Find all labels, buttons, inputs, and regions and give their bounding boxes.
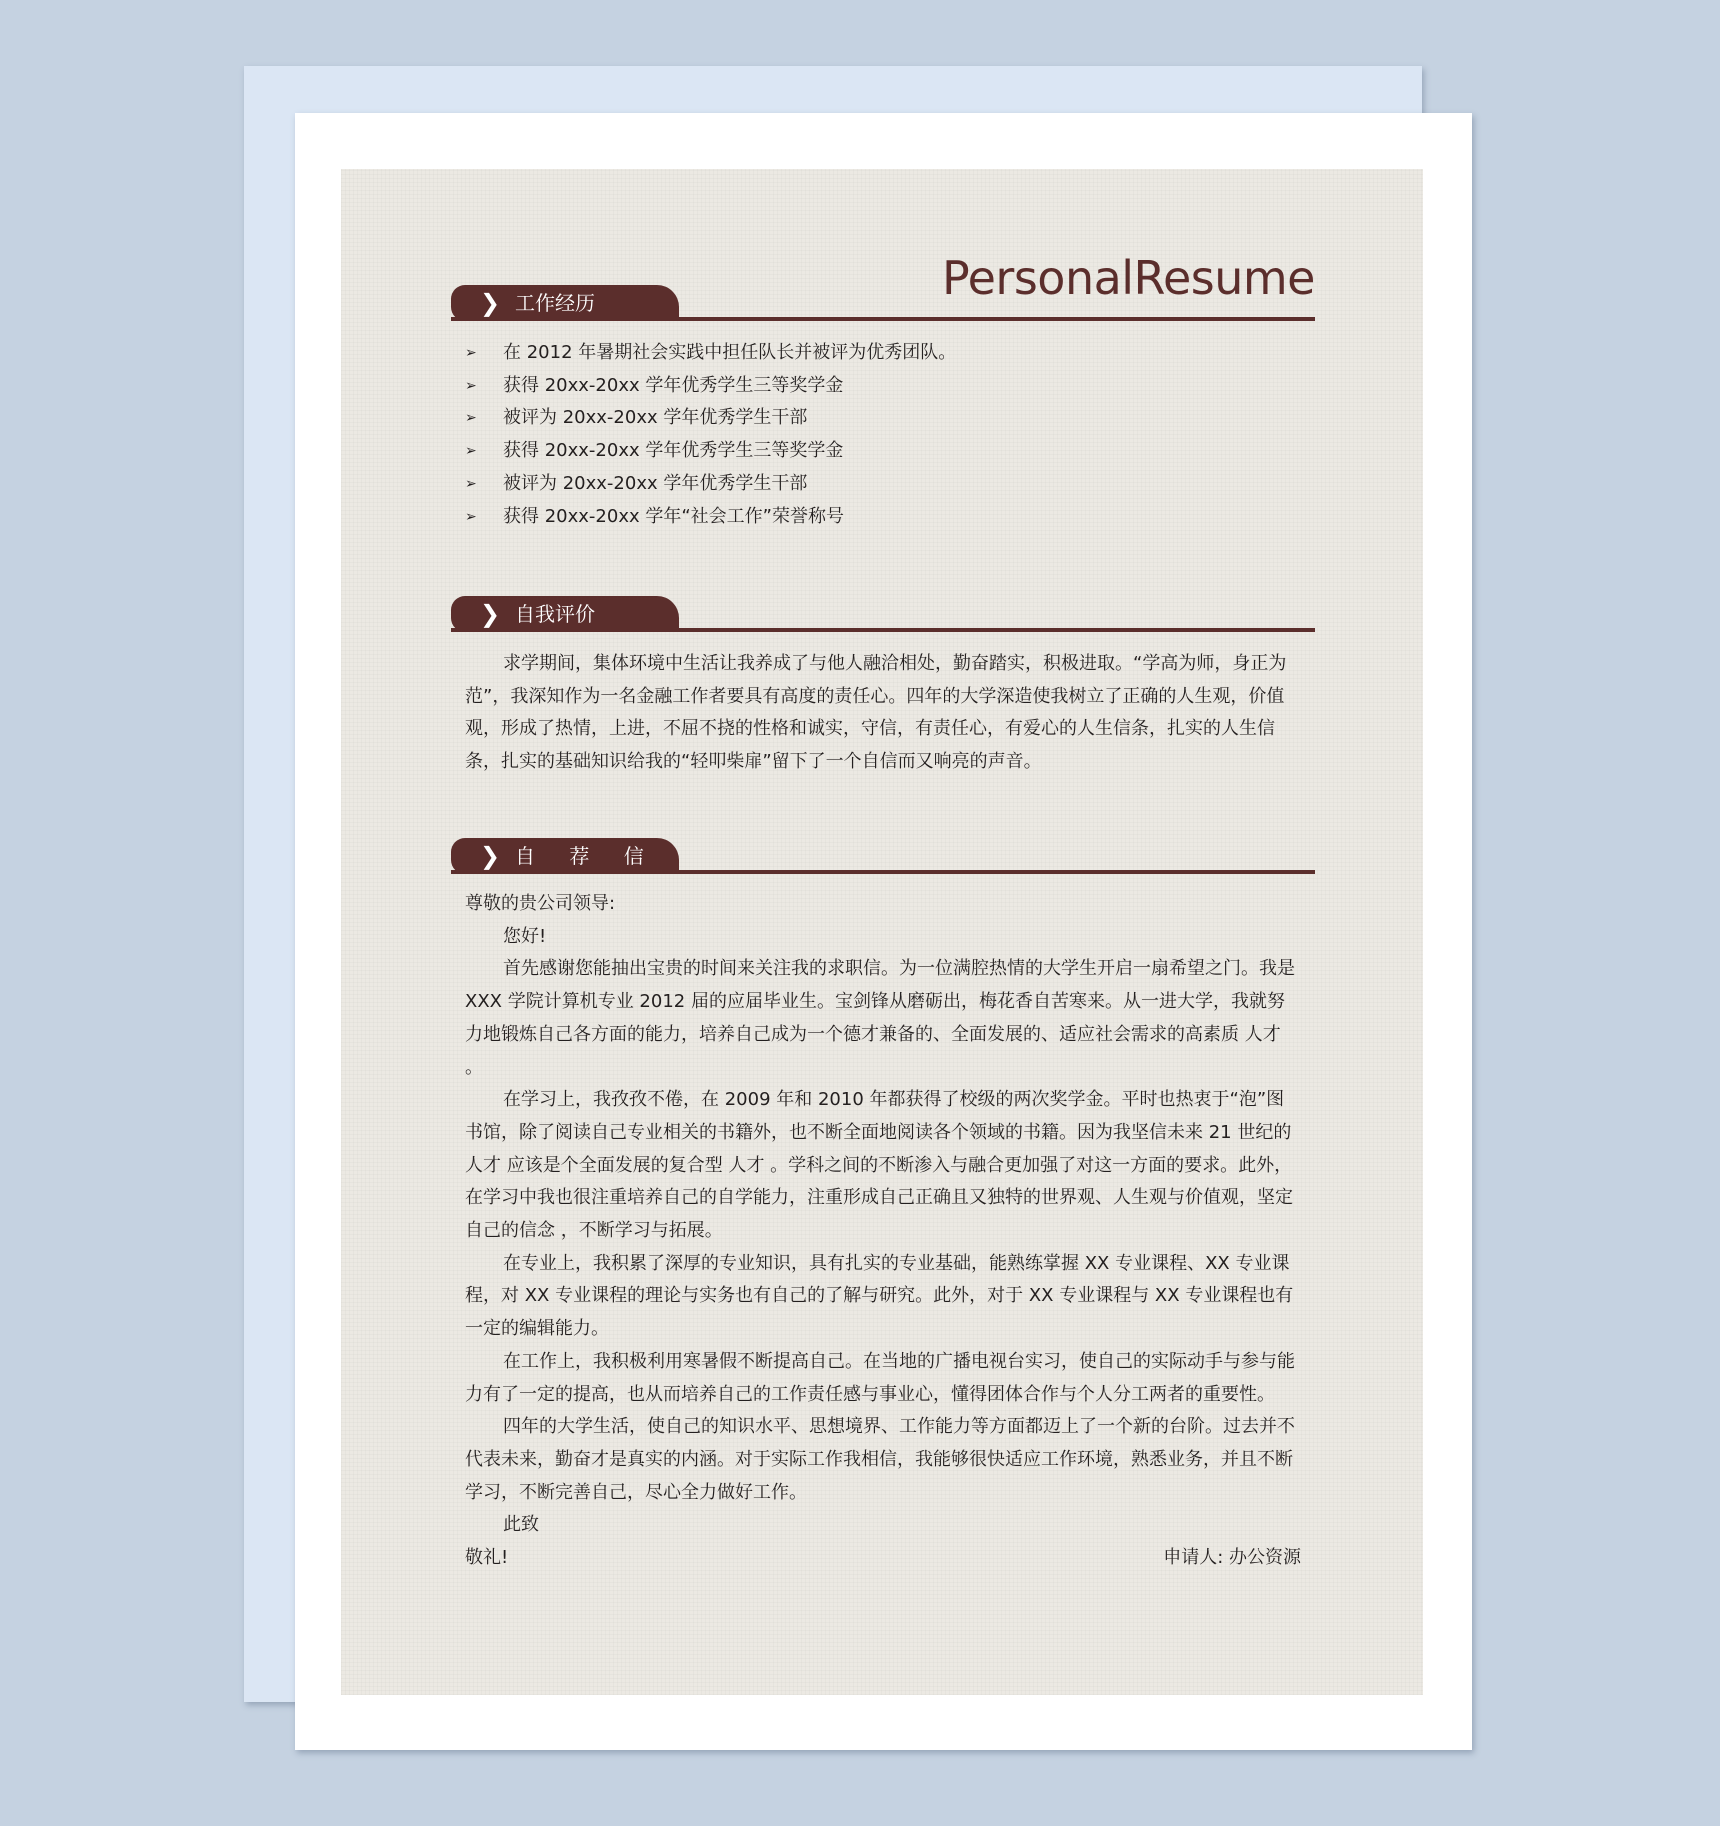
chevron-right-icon: ❯: [480, 842, 501, 870]
list-item: ➢ 获得 20xx-20xx 学年优秀学生三等奖学金: [465, 370, 1301, 403]
section-title: 工作经历: [515, 291, 595, 315]
arrow-bullet-icon: ➢: [465, 345, 477, 361]
self-evaluation-text: 求学期间，集体环境中生活让我养成了与他人融洽相处，勤奋踏实，积极进取。“学高为师，身正为范”，我深知作为一名金融工作者要具有高度的责任心。四年的大学深造使我树立了正确的人生观，价值观，形成了热情，上进，不屈不挠的性格和诚实，守信，有责任心，有爱心的人生信条，扎实的人生信条，扎实的基础知识给我的“轻叩柴扉”留下了一个自信而又响亮的声音。: [465, 653, 1287, 773]
section-work-experience: [451, 285, 1315, 533]
signature: 申请人: 办公资源: [1163, 1547, 1301, 1569]
letter-paragraph: 在专业上，我积累了深厚的专业知识，具有扎实的专业基础，能熟练掌握 XX 专业课程、XX 专业课程，对 XX 专业课程的理论与实务也有自己的了解与研究。此外，对于 XX 专业课程与 XX 专业课程也有一定的编辑能力。: [465, 1252, 1294, 1340]
section-title: 自 荐 信: [515, 844, 658, 868]
greeting: 您好!: [503, 925, 547, 947]
section-rule: [451, 317, 1315, 321]
regards: 敬礼!: [465, 1547, 509, 1569]
section-tab: [451, 285, 679, 321]
section-rule: [451, 870, 1315, 874]
arrow-bullet-icon: ➢: [465, 410, 477, 427]
arrow-bullet-icon: ➢: [465, 377, 477, 394]
arrow-bullet-icon: ➢: [465, 443, 477, 460]
section-tab: [451, 596, 679, 632]
closing-phrase: 此致: [503, 1514, 539, 1536]
resume-page: [341, 169, 1423, 1695]
section-cover-letter: [451, 838, 1315, 1575]
section-self-evaluation: [451, 596, 1315, 779]
letter-paragraph: 首先感谢您能抽出宝贵的时间来关注我的求职信。为一位满腔热情的大学生开启一扇希望之门。我是 XXX 学院计算机专业 2012 届的应届毕业生。宝剑锋从磨砺出，梅花香自苦寒来。从一进大学，我就努力地锻炼自己各方面的能力，培养自己成为一个德才兼备的、全面发展的、适应社会需求的高素质 人才 。: [465, 958, 1295, 1078]
arrow-bullet-icon: ➢: [465, 475, 477, 492]
brand-title: PersonalResume: [942, 251, 1315, 305]
section-title: 自我评价: [515, 602, 595, 626]
section-tab: [451, 838, 679, 874]
salutation: 尊敬的贵公司领导:: [465, 893, 616, 914]
closing-row: [465, 1542, 1301, 1575]
list-item: ➢ 被评为 20xx-20xx 学年优秀学生干部: [465, 402, 1301, 435]
list-item: ➢ 获得 20xx-20xx 学年“社会工作”荣誉称号: [465, 501, 1301, 534]
letter-paragraph: 在学习上，我孜孜不倦，在 2009 年和 2010 年都获得了校级的两次奖学金。平时也热衷于“泡”图书馆，除了阅读自己专业相关的书籍外，也不断全面地阅读各个领域的书籍。因为我坚信未来 21 世纪的 人才 应该是个全面发展的复合型 人才 。学科之间的不断渗入与融合更加强了对这一方面的要求。此外，在学习中我也很注重培养自己的自学能力，注重形成自己正确且又独特的世界观、人生观与价值观，坚定自己的信念 ，不断学习与拓展。: [465, 1089, 1293, 1242]
section-header: [451, 838, 1315, 874]
section-header: [451, 596, 1315, 632]
section-rule: [451, 628, 1315, 632]
arrow-bullet-icon: ➢: [465, 508, 477, 525]
section-header: [451, 285, 1315, 321]
list-item: ➢ 被评为 20xx-20xx 学年优秀学生干部: [465, 468, 1301, 501]
list-item: ➢ 获得 20xx-20xx 学年优秀学生三等奖学金: [465, 435, 1301, 468]
work-list: [465, 337, 1301, 533]
chevron-right-icon: ❯: [480, 600, 501, 628]
list-item: ➢ 在 2012 年暑期社会实践中担任队长并被评为优秀团队。: [465, 337, 1301, 370]
chevron-right-icon: ❯: [480, 289, 501, 317]
letter-paragraph: 在工作上，我积极利用寒暑假不断提高自己。在当地的广播电视台实习，使自己的实际动手与参与能力有了一定的提高，也从而培养自己的工作责任感与事业心，懂得团体合作与个人分工两者的重要性。: [465, 1350, 1295, 1405]
letter-paragraph: 四年的大学生活，使自己的知识水平、思想境界、工作能力等方面都迈上了一个新的台阶。过去并不代表未来，勤奋才是真实的内涵。对于实际工作我相信，我能够很快适应工作环境，熟悉业务，并且不断学习，不断完善自己，尽心全力做好工作。: [465, 1416, 1295, 1503]
